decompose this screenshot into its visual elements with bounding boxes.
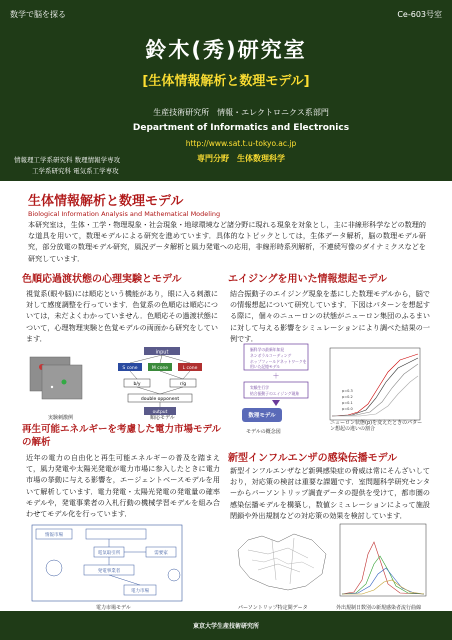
stimulus-panel-2 (42, 365, 82, 399)
section4-text: 新型インフルエンザなど新興感染症の脅威は常にそんざいしており，対応策の検討は重要な課題です．室問題科学研究センターからパーソントリップ調査データの提供を受けて，都市圏の感染伝播モデルを構築し，数値シミュレーションによって施設閉鎖や外出規制などの対応策の効果を検討しています． (230, 466, 430, 520)
section1-text: 視覚系(眼や脳)には順応という機能があり，眼に入る刺激に対して感度調整を行っています．色覚系の色順応は順応については，未だよくわかっていません．色順応その過渡状態について，心理物理実験と色覚モデルの両面から研究をしています． (26, 289, 218, 343)
section1-title: 色順応過渡状態の心理実験とモデル (22, 274, 182, 285)
l-cone-label: L cone (182, 366, 198, 371)
s2-caption-left: モデルの概念図 (246, 429, 281, 435)
tagline: 数学で脳を探る (10, 10, 66, 19)
s4-caption-left: パーソントリップ特定間データ (238, 605, 308, 611)
m-cone-label: M cone (151, 366, 169, 371)
intro-title: 生体情報解析と数理モデル (28, 194, 184, 209)
output-label: output (152, 410, 168, 415)
lab-subtitle: [生体情報解析と数理モデル] (142, 74, 310, 89)
rg-label: r/g (179, 382, 187, 387)
svg-text:p=0.1: p=0.1 (342, 401, 353, 405)
person-trip-map (232, 522, 332, 598)
section3-title: 再生可能エネルギーを考慮した電力市場モデルの解析 (22, 424, 222, 448)
svg-text:p=0.2: p=0.2 (342, 395, 353, 399)
color-model-diagram (118, 347, 202, 415)
buyers-label: 需要家 (154, 551, 168, 556)
s3-caption: 電力市場モデル (96, 605, 131, 611)
s4-caption-right: 外出規制日数別の新規感染者流行曲線 (336, 605, 422, 611)
intro-title-en: Biological Information Analysis and Mathematical Modeling (28, 210, 221, 218)
section2-title: エイジングを用いた情報想起モデル (228, 274, 388, 285)
department-jp: 生産技術研究所 情報・エレクトロニクス系部門 (153, 108, 329, 117)
section2-text: 結合振動子のエイジング現象を基にした数理モデルから，脳での情報想起について研究しています．下図はパターンを想起する際に，個々のニューロンの状態がニューロン集団のふるまいに対して与える影響をシミュレーションにより調べた結果の一例です． (230, 289, 430, 343)
lab-title: 鈴木(秀)研究室 (145, 38, 307, 62)
footer: 東京大学生産技術研究所 (0, 611, 452, 640)
by-label: b/y (133, 382, 141, 387)
svg-text:ネンボラルコーディング: ネンボラルコーディング (250, 353, 292, 358)
memory-model-diagram (242, 344, 308, 422)
section4-figure (228, 520, 432, 604)
math-model-label: 数理モデル (248, 413, 276, 419)
header-banner (0, 0, 452, 181)
s1-caption-left: 実験刺激例 (48, 415, 74, 421)
market-model-diagram (32, 525, 182, 601)
svg-text:p=0.0: p=0.0 (342, 407, 353, 411)
exchange-label: 電気取引所 (97, 551, 121, 556)
s-cone-label: S cone (122, 366, 138, 371)
model-input-label: input (155, 349, 169, 356)
svg-text:結合振動子のエイジング現象: 結合振動子のエイジング現象 (250, 391, 300, 396)
room-number: Ce-603号室 (397, 10, 442, 19)
department-en: Department of Informatics and Electronics (132, 123, 350, 133)
svg-text:p=0.3: p=0.3 (342, 389, 353, 393)
s2-caption-right: ニューロン状態(p)を変えたときのパターン想起の違いの割合 (330, 420, 423, 432)
affiliation-2: 工学系研究科 電気系工学専攻 (32, 167, 119, 175)
section4-title: 新型インフルエンザの感染伝播モデル (228, 453, 398, 464)
research-field: 専門分野 生体数理科学 (197, 154, 285, 163)
power-market-label: 電力市場 (131, 589, 149, 594)
lab-url[interactable]: http://www.sat.t.u-tokyo.ac.jp (185, 139, 297, 148)
section1-figure (24, 345, 220, 421)
intro-text: 本研究室は，生体・工学・物理現象・社会現象・地球環境など諸分野に現れる現象を対象とし，主に非線形科学などの数理的な道具を用いて，数理モデルによる研究を進めています．具体的なトピックとしては，生体データ解析，脳の数理モデル研究，部分放電の数理モデル研究，風況データ解析と風力発電への応用，非線形時系列解析，不連続写像のダイナミクスなどを研究しています． (28, 220, 426, 263)
epidemic-curve-plot (340, 524, 426, 596)
section3-text: 近年の電力の自由化と再生可能エネルギーの普及を踏まえて，風力発電や太陽光発電が電力市場に参入したときに電力市場の挙動に与える影響を，エージェントベースモデルを用いて解析しています．電力発電・太陽光発電の発電量の確率モデルや，発電事業者の入札行動の機械学習モデルを組み合わせてモデル化を行っています． (26, 453, 220, 519)
svg-text:実験生行学: 実験生行学 (250, 385, 269, 390)
affiliation-1: 情報理工学系研究科 数理情報学専攻 (14, 156, 121, 164)
double-opponent-label: double opponent (140, 397, 180, 402)
simulation-plot (330, 348, 420, 420)
s1-caption-right: 順応モデル (150, 415, 175, 421)
svg-text:用いた記憶モデル: 用いた記憶モデル (250, 364, 281, 369)
svg-text:脳科学の最新年知見: 脳科学の最新年知見 (250, 347, 285, 352)
sellers-label: 発電事業者 (97, 569, 121, 574)
info-market-label: 情報市場 (45, 533, 63, 538)
svg-text:ホップフィールドネットワークを: ホップフィールドネットワークを (250, 359, 307, 364)
svg-text:＋: ＋ (272, 372, 280, 380)
section3-figure (24, 523, 224, 611)
